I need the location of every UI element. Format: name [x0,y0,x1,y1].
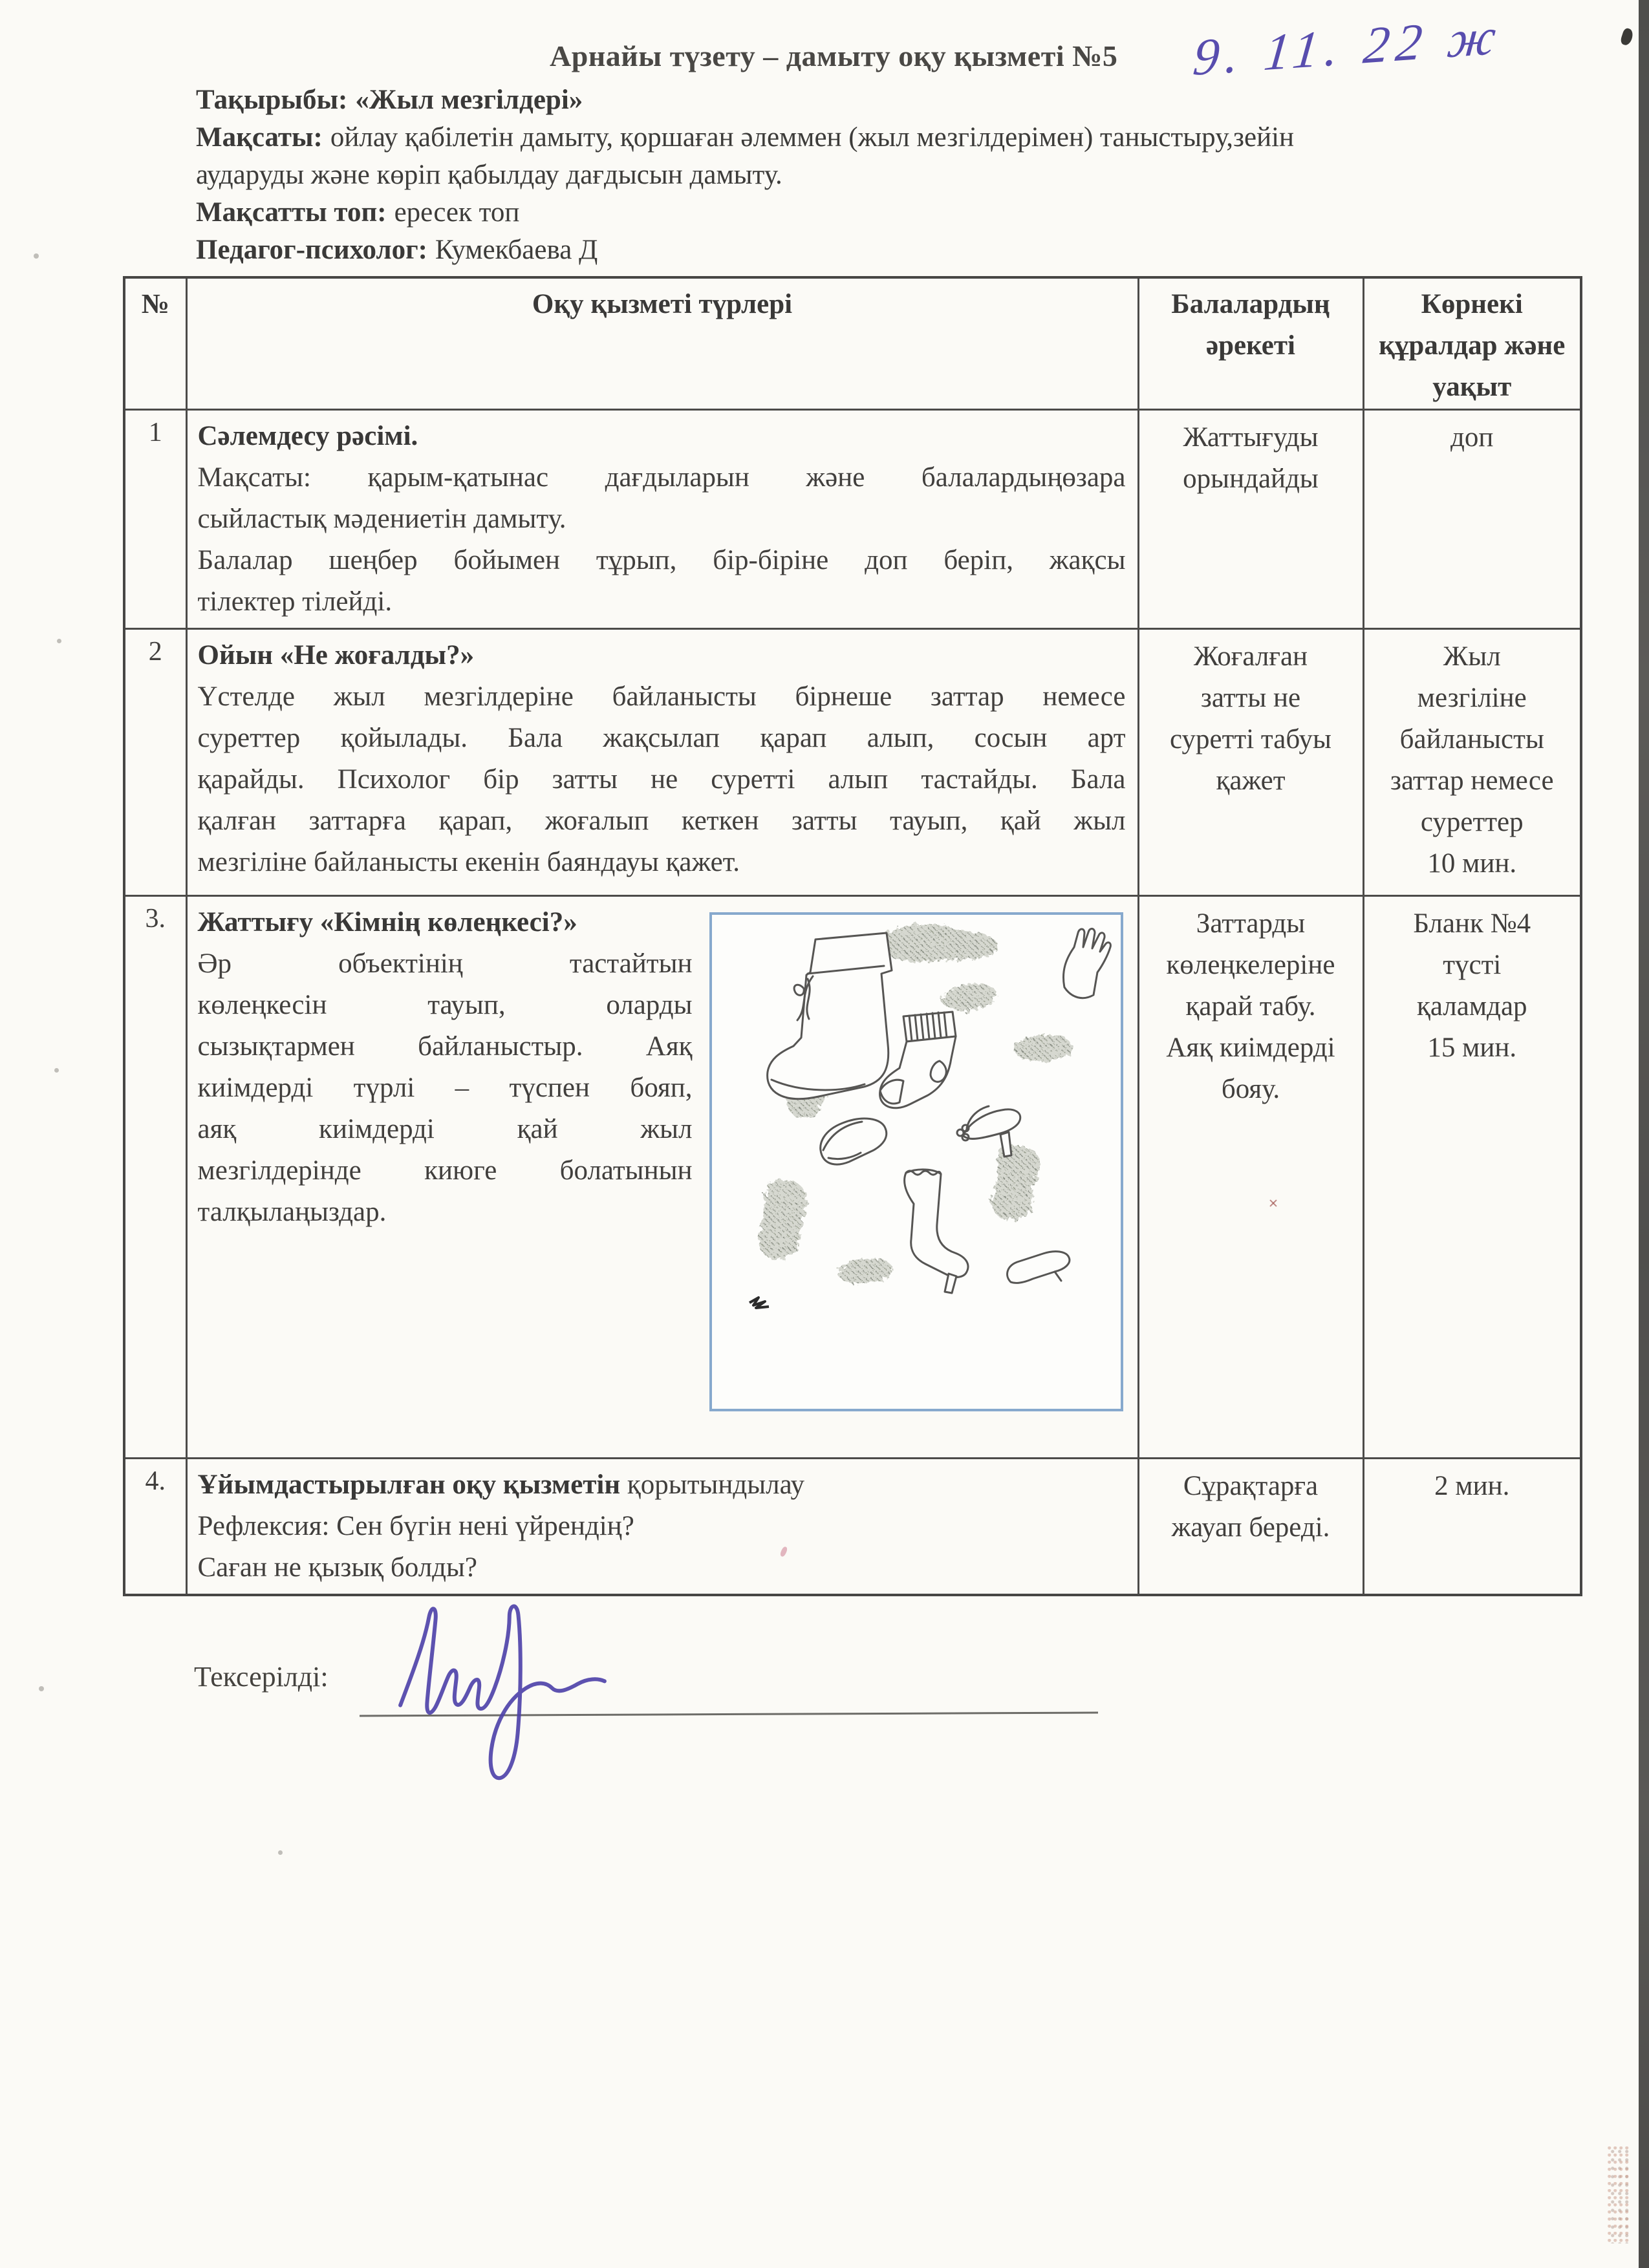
topic-value: «Жыл мезгілдері» [355,85,583,115]
ankle-boot-shadow [991,1146,1039,1221]
psychologist-label: Педагог-психолог: [196,235,427,265]
shoe-shadow [1014,1035,1072,1062]
activity-title: Ұйымдастырылған оқу қызметін [197,1470,621,1500]
red-mark [1269,1199,1278,1208]
activity-paragraph: Рефлексия: Сен бүгін нені үйрендің? Саған не қызық болды? [197,1511,634,1583]
table-row [124,629,1581,896]
resources-cell: Бланк №4 түсті қаламдар 15 мин. [1363,896,1581,1459]
lying-boot-shadow [880,924,997,962]
ink-spot [1619,27,1634,47]
meta-goal-line2 [196,156,1321,194]
checked-by-label: Тексерілді: [194,1661,329,1693]
scan-speck [39,1686,44,1691]
meta-goal-line1 [196,119,1321,156]
activity-cell [186,629,1138,896]
activity-cell [186,1459,1138,1596]
heeled-sandal-outline [957,1106,1020,1157]
document-meta [196,81,1321,269]
activity-paragraph: Балалар шеңбер бойымен тұрып, бір-біріне доп беріп, жақсы тілектер тілейді. [197,545,1126,617]
row-number: 1 [124,410,186,629]
slipper-outline [820,1118,886,1164]
children-action-cell: Заттарды көлеңкелеріне қарай табу. Аяқ киімдерді бояу. [1138,896,1363,1459]
meta-psychologist [196,231,1321,269]
col-header-activity-types: Оқу қызметі түрлері [186,277,1138,410]
resources-cell: доп [1363,410,1581,629]
low-shoe-shadow [838,1258,892,1285]
children-action-cell: Жаттығуды орындайды [1138,410,1363,629]
glove-outline [1063,928,1110,998]
table-row [124,896,1581,1459]
activity-paragraph: Үстелде жыл мезгілдеріне байланысты бірнеше заттар немесе суреттер қойылады. Бала жақсылап қарап алып, сосын арт қарайды. Психолог бір затты не суретті алып тастайды. Бала қалған заттарға қарап, жоғалып кеткен затты тауып, қай жыл мезгіліне байланысты екенін баяндауы қажет. [197,681,1126,877]
scan-speck [34,253,39,259]
rubber-boot-outline [767,933,891,1099]
activity-title: Ойын «Не жоғалды?» [197,640,475,670]
low-shoe-outline [1007,1252,1069,1283]
sock-outline [879,1012,955,1108]
page-title: Арнайы түзету – дамыту оқу қызметі №5 [550,39,1118,72]
activity-title-suffix: қорытындылау [620,1470,805,1500]
worksheet-image [709,912,1123,1411]
resources-cell: Жыл мезгіліне байланысты заттар немесе суреттер 10 мин. [1363,629,1581,896]
row-number: 2 [124,629,186,896]
topic-label: Тақырыбы: [196,85,348,115]
row-number: 3. [124,896,186,1459]
scan-speck [278,1850,283,1855]
lesson-plan-table [123,276,1582,1596]
resources-cell: 2 мин. [1363,1459,1581,1596]
scanner-edge-shadow [1639,0,1649,2268]
table-header-row [124,277,1581,410]
col-header-children-actions: Балалардың әрекеті [1138,277,1363,410]
sock-shadow [758,1180,806,1259]
activity-cell [186,410,1138,629]
activity-title: Сәлемдесу рәсімі. [197,421,418,451]
row-number: 4. [124,1459,186,1596]
handwritten-date: 9. 11. 22 ж [1190,7,1505,87]
shoes-and-shadows-drawing [712,915,1121,1409]
target-group-value: ересек топ [394,197,520,228]
meta-topic [196,81,1321,119]
activity-cell [186,896,1138,1459]
psychologist-value: Кумекбаева Д [435,235,598,265]
meta-target-group [196,194,1321,231]
scan-speckle-patch [1608,2146,1631,2243]
col-header-number: № [124,277,186,410]
children-action-cell: Жоғалған затты не суретті табуы қажет [1138,629,1363,896]
col-header-resources-time: Көрнекі құралдар және уақыт [1363,277,1581,410]
target-group-label: Мақсатты топ: [196,197,387,228]
activity-title: Жаттығу «Кімнің көлеңкесі?» [197,907,577,937]
children-action-cell: Сұрақтарға жауап береді. [1138,1459,1363,1596]
heeled-boot-outline [904,1170,967,1293]
table-row [124,1459,1581,1596]
goal-label: Мақсаты: [196,122,323,153]
activity-paragraph: Мақсаты: қарым-қатынас дағдыларын және балалардыңөзара сыйластық мәдениетін дамыту. [197,462,1126,534]
goal-value: ойлау қабілетін дамыту, қоршаған әлеммен (жыл мезгілдерімен) таныстыру,зейін [330,122,1295,153]
activity-paragraph: Әр объектінің тастайтын көлеңкесін тауып, оларды сызықтармен байланыстыр. Аяқ киімдерді түрлі – түспен бояп, аяқ киімдерді қай жыл мезгілдерінде киюге болатынын талқылаңыздар. [197,948,693,1227]
scan-speck [54,1068,59,1073]
pen-scribble [749,1298,769,1308]
handwritten-signature [378,1571,650,1784]
activity-title-line [198,1464,1126,1506]
small-shoe-shadow [942,983,997,1011]
table-row [124,410,1581,629]
goal-value-cont: аударуды және көріп қабылдау дағдысын дамыту. [196,160,782,190]
scan-speck [57,639,61,643]
